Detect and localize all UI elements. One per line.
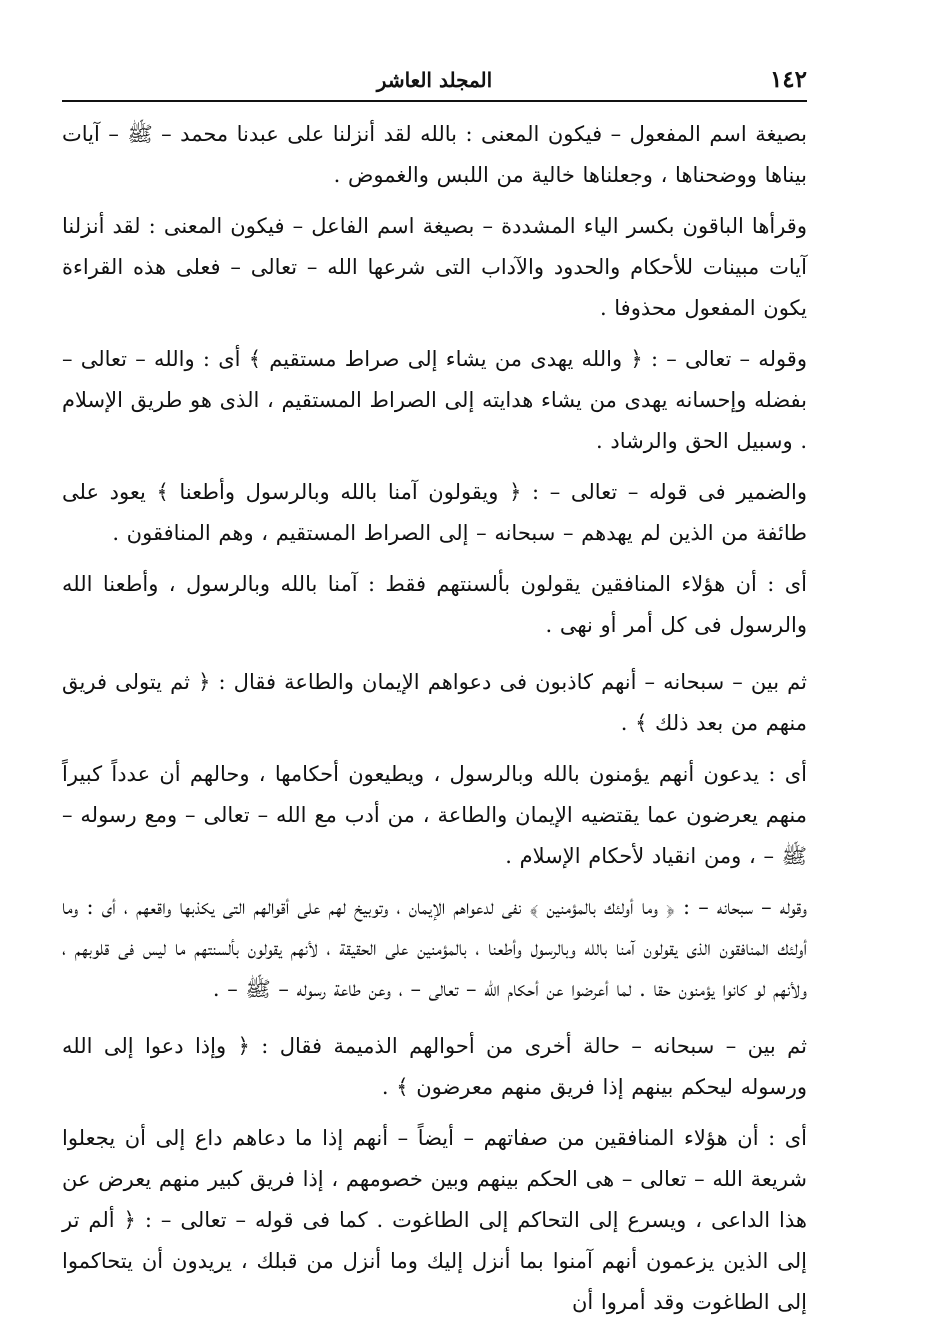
paragraph: والضمير فى قوله – تعالى – : ﴿ ويقولون آمنا بالله وبالرسول وأطعنا ﴾ يعود على طائفة من الذين لم يهدهم – سبحانه – إلى الصراط المستقيم ، وهم المنافقون . bbox=[62, 480, 807, 545]
paragraph: وقرأها الباقون بكسر الياء المشددة – بصيغة اسم الفاعل – فيكون المعنى : لقد أنزلنا آيات مبينات للأحكام والحدود والآداب التى شرعها الله – تعالى – فعلى هذه القراءة يكون المفعول محذوفا . bbox=[62, 214, 807, 320]
paragraph: وقوله – تعالى – : ﴿ والله يهدى من يشاء إلى صراط مستقيم ﴾ أى : والله – تعالى – بفضله وإحسانه يهدى من يشاء هدايته إلى الصراط المستقيم ، الذى هو طريق الإسلام . وسبيل الحق والرشاد . bbox=[62, 347, 807, 453]
page-number: ١٤٢ bbox=[769, 66, 807, 93]
paragraph: وقوله – سبحانه – : ﴿ وما أولئك بالمؤمنين ﴾ نفى لدعواهم الإيمان ، وتوبيخ لهم على أقوالهم التى يكذبها واقعهم ، أى : وما أولئك المنافقون الذى يقولون آمنا بالله وبالرسول وأطعنا ، بالمؤمنين على الحقيقة ، لأنهم يقولون بألسنتهم ما ليس فى قلوبهم ، ولأنهم لو كانوا يؤمنون حقا . لما أعرضوا عن أحكام الله – تعالى – ، وعن طاعة رسوله – ﷺ – . bbox=[62, 895, 807, 1001]
running-title: المجلد العاشر bbox=[376, 68, 493, 92]
page-header bbox=[62, 62, 807, 102]
paragraph: أى : أن هؤلاء المنافقين يقولون بألسنتهم فقط : آمنا بالله وبالرسول ، وأطعنا الله والرسول فى كل أمر أو نهى . bbox=[62, 572, 807, 637]
paragraph: أى : أن هؤلاء المنافقين من صفاتهم – أيضاً – أنهم إذا ما دعاهم داع إلى أن يجعلوا شريعة الله – تعالى – هى الحكم بينهم وبين خصومهم ، إذا فريق كبير منهم يعرض عن هذا الداعى ، ويسرع إلى التحاكم إلى الطاغوت . كما فى قوله – تعالى – : ﴿ ألم تر إلى الذين يزعمون أنهم آمنوا بما أنزل إليك وما أنزل من قبلك ، يريدون أن يتحاكموا إلى الطاغوت وقد أمروا أن bbox=[62, 1126, 807, 1314]
paragraph: بصيغة اسم المفعول – فيكون المعنى : بالله لقد أنزلنا على عبدنا محمد – ﷺ – آيات بيناها ووضحناها ، وجعلناها خالية من اللبس والغموض . bbox=[62, 122, 807, 187]
body-text bbox=[62, 114, 807, 1333]
paragraph: ثم بين – سبحانه – حالة أخرى من أحوالهم الذميمة فقال : ﴿ وإذا دعوا إلى الله ورسوله ليحكم بينهم إذا فريق منهم معرضون ﴾ . bbox=[62, 1034, 807, 1099]
paragraph: ثم بين – سبحانه – أنهم كاذبون فى دعواهم الإيمان والطاعة فقال : ﴿ ثم يتولى فريق منهم من بعد ذلك ﴾ . bbox=[62, 670, 807, 735]
paragraph: أى : يدعون أنهم يؤمنون بالله وبالرسول ، ويطيعون أحكامها ، وحالهم أن عدداً كبيراً منهم يعرضون عما يقتضيه الإيمان والطاعة ، من أدب مع الله – تعالى – ومع رسوله – ﷺ – ، ومن انقياد لأحكام الإسلام . bbox=[62, 762, 807, 868]
